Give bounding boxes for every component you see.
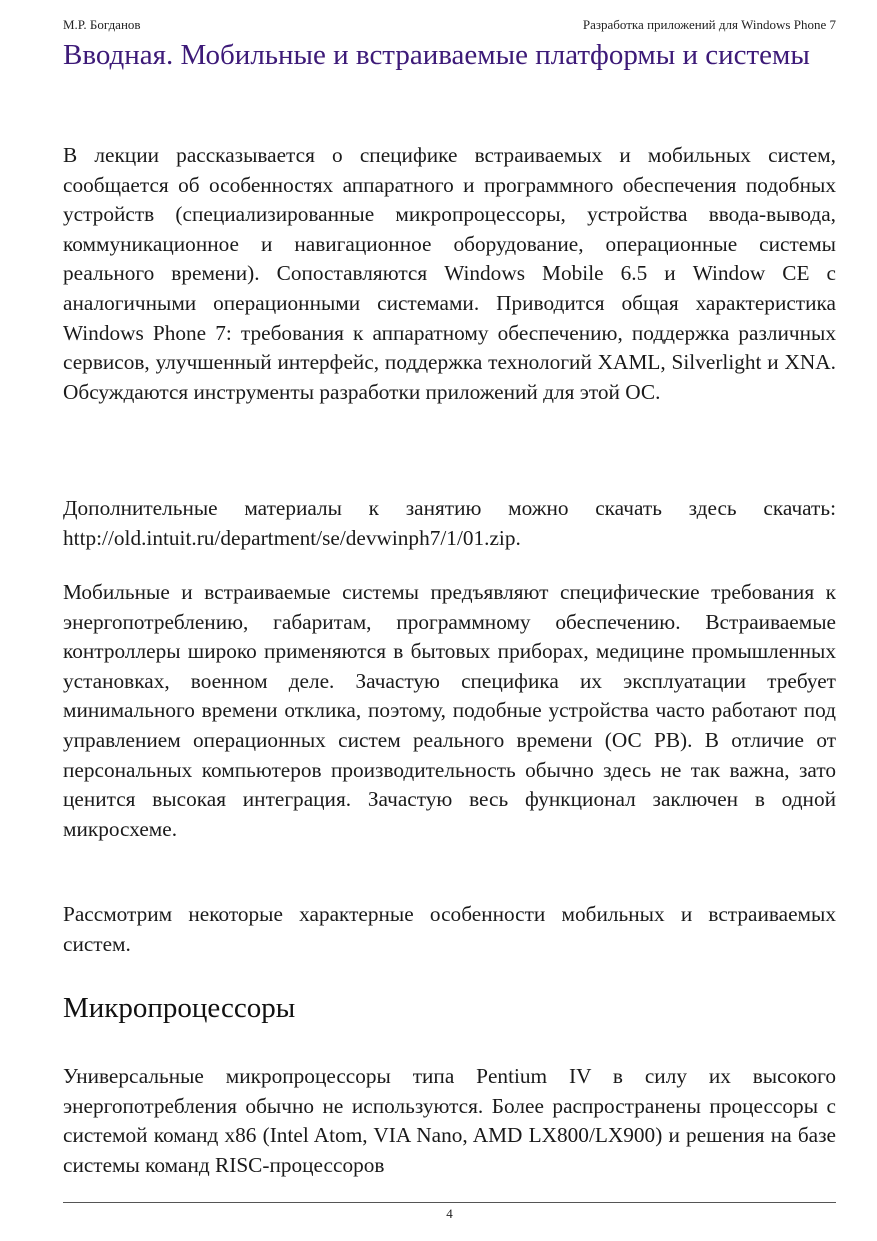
running-header bbox=[63, 17, 836, 33]
header-author: М.Р. Богданов bbox=[63, 17, 141, 32]
paragraph-microprocessors: Универсальные микропроцессоры типа Pentium IV в силу их высокого энергопотребления обычно не используются. Более распространены процессоры с системой команд x86 (Intel Atom, VIA Nano, AMD LX800/LX900) и решения на базе системы команд RISC-процессоров bbox=[63, 1064, 836, 1177]
chapter-title: Вводная. Мобильные и встраиваемые платформы и системы bbox=[63, 39, 810, 71]
paragraph-additional-materials: Дополнительные материалы к занятию можно скачать здесь скачать: http://old.intuit.ru/department/se/devwinph7/1/01.zip. bbox=[63, 496, 836, 550]
document-page bbox=[63, 0, 836, 1241]
paragraph-mobile-embedded-requirements: Мобильные и встраиваемые системы предъявляют специфические требования к энергопотреблению, габаритам, программному обеспечению. Встраиваемые контроллеры широко применяются в бытовых приборах, медицине промышленных установках, военном деле. Зачастую специфика их эксплуатации требует минимального времени отклика, поэтому, подобные устройства часто работают под управлением операционных систем реального времени (ОС РВ). В отличие от персональных компьютеров производительность обычно здесь не так важна, зато ценится высокая интеграция. Зачастую весь функционал заключен в одной микросхеме. bbox=[63, 580, 836, 841]
paragraph-lecture-summary: В лекции рассказывается о специфике встраиваемых и мобильных систем, сообщается об особенностях аппаратного и программного обеспечения подобных устройств (специализированные микропроцессоры, устройства ввода-вывода, коммуникационное и навигационное оборудование, операционные системы реального времени). Сопоставляются Windows Mobile 6.5 и Window CE с аналогичными операционными системами. Приводится общая характеристика Windows Phone 7: требования к аппаратному обеспечению, поддержка различных сервисов, улучшенный интерфейс, поддержка технологий XAML, Silverlight и XNA. Обсуждаются инструменты разработки приложений для этой ОС. bbox=[63, 143, 836, 404]
footer-divider bbox=[63, 1202, 836, 1203]
section-title-microprocessors: Микропроцессоры bbox=[63, 992, 296, 1024]
page-number: 4 bbox=[446, 1206, 453, 1221]
header-course-title: Разработка приложений для Windows Phone 7 bbox=[582, 17, 836, 32]
paragraph-consider-features: Рассмотрим некоторые характерные особенности мобильных и встраиваемых систем. bbox=[63, 902, 836, 956]
